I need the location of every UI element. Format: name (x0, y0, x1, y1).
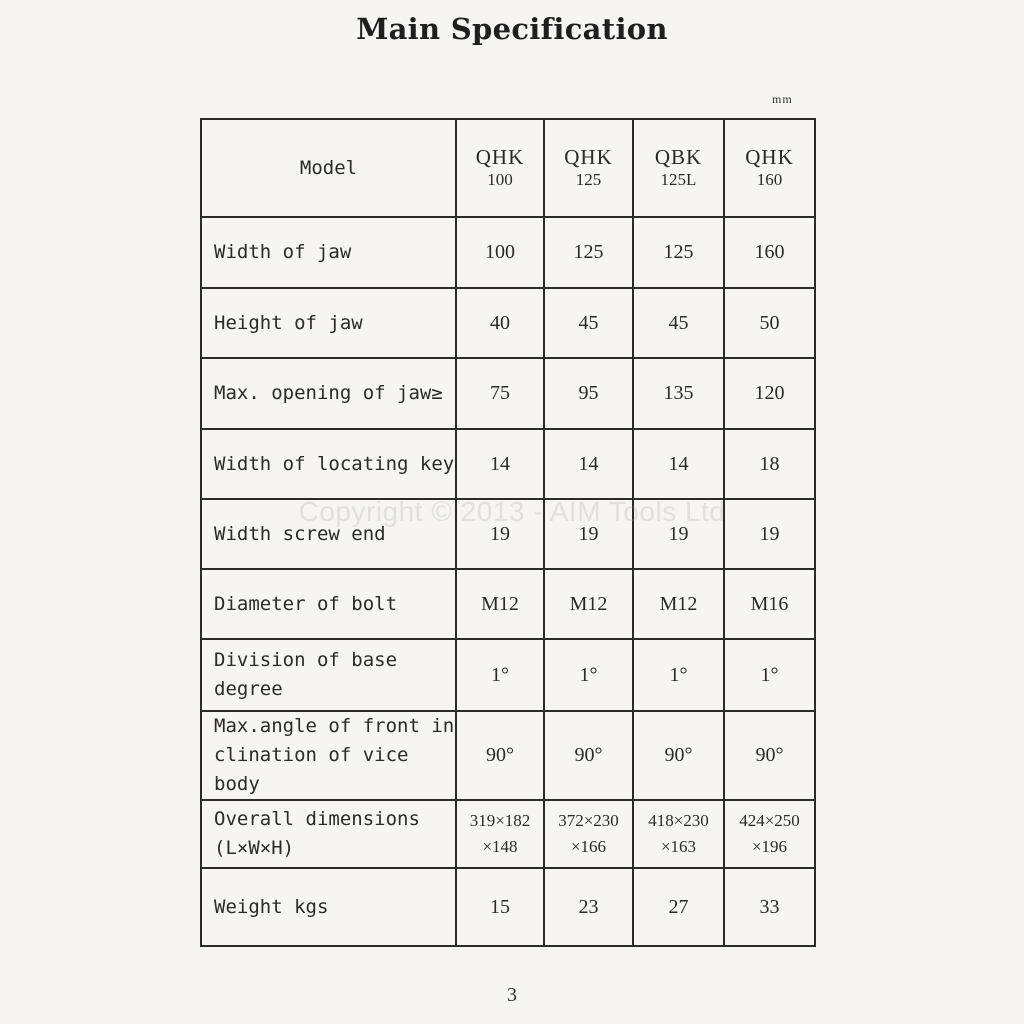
page-number: 3 (507, 984, 517, 1006)
model-number: 100 (487, 170, 513, 189)
spec-value: 1° (579, 663, 598, 686)
spec-value: ×196 (751, 837, 788, 856)
spec-label-line: clination of vice body (214, 744, 409, 795)
spec-label-line: Overall dimensions (214, 808, 420, 830)
spec-label-line: Width screw end (214, 522, 386, 545)
table-row (201, 217, 815, 288)
spec-label-line: Weight kgs (214, 895, 329, 918)
table-row (201, 429, 815, 499)
spec-value: 135 (663, 382, 694, 404)
model-name: QBK (654, 145, 703, 169)
model-number: 160 (756, 170, 783, 189)
spec-value-cell (456, 800, 544, 868)
spec-value-cell (724, 499, 815, 569)
spec-value-cell (633, 499, 724, 569)
spec-value: 19 (759, 522, 780, 545)
spec-value: 1° (669, 663, 688, 686)
table-row (201, 800, 815, 868)
table-row (201, 288, 815, 358)
table-header-row (201, 119, 815, 217)
spec-value-cell (633, 639, 724, 711)
spec-value-cell (724, 868, 815, 946)
model-number: 125L (660, 170, 697, 189)
spec-value: 424×250 (739, 811, 800, 830)
spec-label-cell (201, 711, 456, 800)
spec-label-line: Height of jaw (214, 311, 363, 334)
model-cell (633, 119, 724, 217)
spec-value-cell (724, 217, 815, 288)
spec-label-cell (201, 569, 456, 639)
spec-value-cell (456, 288, 544, 358)
spec-value-cell (456, 358, 544, 429)
model-header-cell (201, 119, 456, 217)
spec-value: ×166 (570, 837, 607, 856)
spec-label-cell (201, 358, 456, 429)
spec-value-cell (544, 217, 633, 288)
spec-value-cell (544, 639, 633, 711)
spec-value: 418×230 (648, 811, 709, 830)
spec-value-cell (456, 868, 544, 946)
model-number: 125 (575, 170, 602, 189)
spec-value-cell (633, 868, 724, 946)
spec-label-line: Division of base (214, 649, 398, 671)
spec-value-cell (544, 499, 633, 569)
spec-value-cell (544, 429, 633, 499)
spec-value: 15 (490, 895, 510, 918)
model-cell (724, 119, 815, 217)
spec-value: 50 (759, 311, 780, 334)
spec-value-cell (456, 639, 544, 711)
spec-value-cell (544, 358, 633, 429)
spec-label-cell (201, 217, 456, 288)
spec-value-cell (456, 569, 544, 639)
spec-value: 14 (578, 452, 599, 475)
spec-value: 95 (578, 382, 599, 404)
spec-value-cell (633, 569, 724, 639)
spec-value-cell (724, 639, 815, 711)
spec-value: 100 (485, 241, 515, 263)
spec-value-cell (633, 358, 724, 429)
spec-value-cell (456, 499, 544, 569)
spec-value-cell (544, 569, 633, 639)
spec-label-cell (201, 499, 456, 569)
spec-value: 14 (490, 452, 510, 475)
table-row (201, 868, 815, 946)
spec-value-cell (544, 868, 633, 946)
spec-label-line: (L×W×H) (214, 837, 295, 859)
spec-value: 75 (490, 382, 510, 404)
table-row (201, 569, 815, 639)
spec-value-cell (724, 358, 815, 429)
spec-value: 1° (760, 663, 779, 686)
spec-label-cell (201, 288, 456, 358)
spec-label-cell (201, 800, 456, 868)
spec-value: 90° (755, 744, 784, 766)
spec-value-cell (633, 711, 724, 800)
spec-value: M12 (569, 592, 608, 615)
table-row (201, 358, 815, 429)
spec-value-cell (633, 800, 724, 868)
model-cell (456, 119, 544, 217)
spec-value: 33 (759, 895, 780, 918)
spec-value-cell (633, 217, 724, 288)
spec-value-cell (724, 711, 815, 800)
model-cell (544, 119, 633, 217)
spec-label-line: Width of locating key (214, 452, 455, 475)
spec-value: 90° (664, 744, 693, 766)
spec-value-cell (456, 217, 544, 288)
spec-value: 90° (574, 744, 603, 766)
spec-value: 14 (668, 452, 689, 475)
spec-value: 23 (578, 895, 599, 918)
spec-label-cell (201, 429, 456, 499)
spec-value: 125 (663, 241, 694, 263)
spec-value-cell (456, 711, 544, 800)
spec-value: ×163 (660, 837, 697, 856)
spec-label-line: Max.angle of front in (214, 715, 455, 737)
spec-value: 372×230 (558, 811, 619, 830)
spec-value: 45 (578, 311, 599, 334)
spec-value: 1° (491, 663, 509, 686)
spec-value: 40 (490, 311, 510, 334)
spec-value: M16 (750, 592, 789, 615)
model-name: QHK (745, 145, 794, 169)
spec-value-cell (633, 288, 724, 358)
table-row (201, 711, 815, 800)
copyright-watermark: Copyright © 2013 - AIM Tools Ltd (298, 496, 726, 527)
model-label: Model (299, 157, 358, 179)
model-name: QHK (475, 145, 525, 169)
spec-label-line: Max. opening of jaw≥ (214, 382, 443, 404)
spec-value: 19 (668, 522, 689, 545)
page-title: Main Specification (356, 12, 668, 46)
spec-label-cell (201, 639, 456, 711)
spec-label-line: Diameter of bolt (214, 592, 398, 615)
spec-label-line: Width of jaw (214, 241, 352, 263)
spec-value: 45 (668, 311, 689, 334)
spec-label-cell (201, 868, 456, 946)
spec-value-cell (544, 800, 633, 868)
spec-value: 319×182 (469, 811, 531, 830)
spec-value: 90° (486, 744, 514, 766)
spec-value: M12 (481, 592, 519, 615)
specification-table (200, 118, 816, 947)
unit-label: mm (772, 92, 793, 106)
spec-value: 27 (668, 895, 689, 918)
spec-value-cell (544, 711, 633, 800)
table-row (201, 499, 815, 569)
spec-value-cell (724, 288, 815, 358)
spec-value: M12 (659, 592, 698, 615)
spec-value: 19 (490, 522, 510, 545)
spec-value: 19 (578, 522, 599, 545)
spec-value: 125 (573, 241, 604, 263)
table-body (201, 217, 815, 946)
spec-value-cell (724, 429, 815, 499)
model-name: QHK (564, 145, 613, 169)
spec-value: ×148 (482, 837, 518, 856)
spec-label-line: degree (214, 678, 283, 700)
spec-value-cell (456, 429, 544, 499)
spec-value: 18 (759, 452, 780, 475)
spec-value-cell (633, 429, 724, 499)
spec-value-cell (724, 569, 815, 639)
spec-value: 120 (754, 382, 785, 404)
table-row (201, 639, 815, 711)
spec-value: 160 (754, 241, 785, 263)
spec-value-cell (724, 800, 815, 868)
spec-value-cell (544, 288, 633, 358)
